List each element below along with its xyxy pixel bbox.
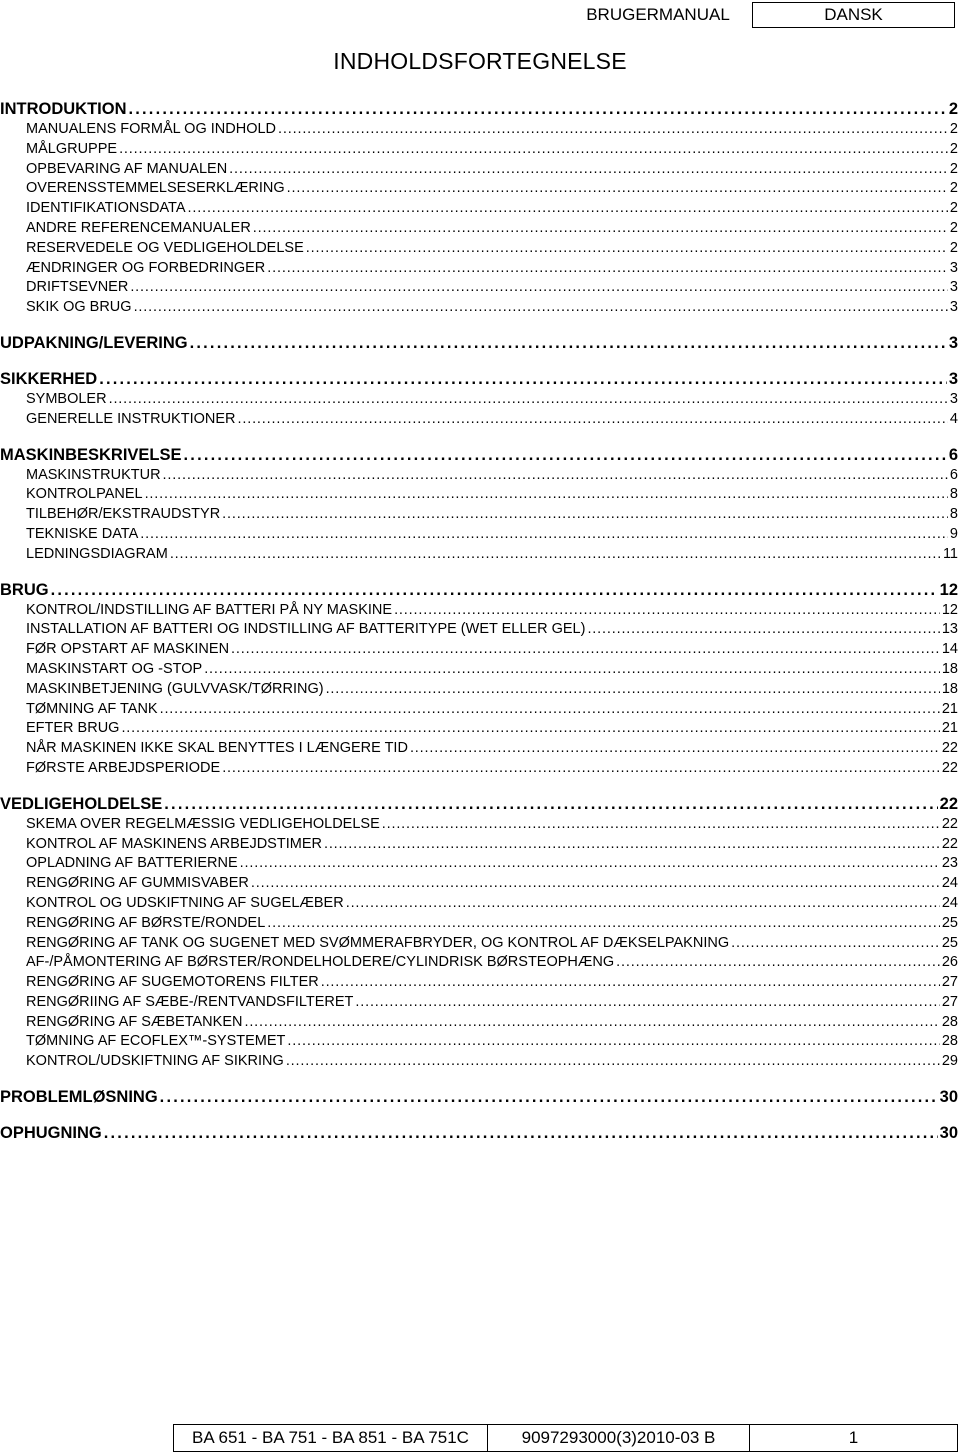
manual-type-label: BRUGERMANUAL [586, 5, 730, 24]
dot-leader [119, 140, 948, 160]
toc-entry-label: FØRSTE ARBEJDSPERIODE [26, 759, 221, 776]
toc-entry-page: 24 [941, 894, 958, 911]
dot-leader [222, 759, 940, 779]
toc-entry-page: 2 [949, 160, 958, 177]
toc-entry-label: INSTALLATION AF BATTERI OG INDSTILLING AF BATTERITYPE (WET ELLER GEL) [26, 621, 586, 638]
toc-section [0, 579, 958, 779]
dot-leader [231, 640, 940, 660]
toc-entry[interactable] [0, 1013, 958, 1033]
footer-doc-number: 9097293000(3)2010-03 B [488, 1425, 750, 1451]
toc-entry-page: 13 [941, 621, 958, 638]
toc-entry-label: NÅR MASKINEN IKKE SKAL BENYTTES I LÆNGERE TID [26, 740, 408, 757]
toc-section-heading-page: 2 [948, 100, 958, 118]
toc-entry[interactable] [0, 179, 958, 199]
toc-entry[interactable] [0, 1032, 958, 1052]
toc-entry[interactable] [0, 1052, 958, 1072]
toc-section-heading[interactable] [0, 98, 958, 120]
toc-entry-page: 26 [941, 954, 958, 971]
toc-entry-label: OPLADNING AF BATTERIERNE [26, 855, 238, 872]
toc-entry[interactable] [0, 410, 958, 430]
toc-entry-label: KONTROL/UDSKIFTNING AF SIKRING [26, 1053, 284, 1070]
toc-entry-label: RENGØRIING AF SÆBE-/RENTVANDSFILTERET [26, 993, 354, 1010]
page-title: INDHOLDSFORTEGNELSE [333, 48, 627, 74]
dot-leader [134, 298, 948, 318]
dot-leader [229, 160, 948, 180]
dot-leader [616, 953, 940, 973]
toc-section-heading-page: 6 [948, 445, 958, 464]
toc-section-heading-page: 3 [948, 369, 958, 388]
toc-entry-label: RENGØRING AF BØRSTE/RONDEL [26, 914, 266, 931]
section-gap [0, 430, 958, 444]
toc-entry[interactable] [0, 505, 958, 525]
toc-entry[interactable] [0, 835, 958, 855]
toc-section [0, 1086, 958, 1108]
toc-entry-label: RESERVEDELE OG VEDLIGEHOLDELSE [26, 239, 304, 256]
toc-entry-label: AF-/PÅMONTERING AF BØRSTER/RONDELHOLDERE/CYLINDRISK BØRSTEOPHÆNG [26, 954, 615, 971]
toc-entry-page: 6 [949, 466, 958, 483]
toc-entry-label: MASKINSTRUKTUR [26, 466, 161, 483]
dot-leader [130, 278, 948, 298]
footer-models: BA 651 - BA 751 - BA 851 - BA 751C [174, 1425, 488, 1451]
toc-entry-page: 25 [941, 934, 958, 951]
toc-entry-label: MANUALENS FORMÅL OG INDHOLD [26, 121, 277, 137]
toc-section-heading-page: 30 [939, 1124, 958, 1143]
toc-entry-page: 3 [949, 390, 958, 407]
dot-leader [267, 259, 948, 279]
toc-entry[interactable] [0, 640, 958, 660]
toc-entry[interactable] [0, 278, 958, 298]
toc-entry-label: SKEMA OVER REGELMÆSSIG VEDLIGEHOLDELSE [26, 815, 380, 832]
toc-entry-page: 3 [949, 259, 958, 276]
toc-entry-label: OVERENSSTEMMELSESERKLÆRING [26, 180, 285, 197]
toc-entry-page: 18 [941, 660, 958, 677]
section-gap [0, 565, 958, 579]
toc-entry-page: 2 [949, 180, 958, 197]
toc-entry[interactable] [0, 390, 958, 410]
table-of-contents [0, 98, 958, 1144]
dot-leader [140, 525, 948, 545]
dot-leader [346, 894, 940, 914]
toc-entry[interactable] [0, 140, 958, 160]
toc-entry-label: GENERELLE INSTRUKTIONER [26, 410, 236, 427]
dot-leader [287, 179, 948, 199]
toc-entry[interactable] [0, 874, 958, 894]
toc-entry-page: 21 [941, 700, 958, 717]
toc-section-heading-label: OPHUGNING [0, 1124, 102, 1143]
toc-section [0, 98, 958, 318]
toc-entry[interactable] [0, 239, 958, 259]
toc-section-heading-label: INTRODUKTION [0, 100, 127, 118]
dot-leader [382, 815, 940, 835]
toc-section-heading-label: PROBLEMLØSNING [0, 1088, 158, 1107]
toc-entry-page: 22 [941, 759, 958, 776]
dot-leader [170, 545, 941, 565]
dot-leader [164, 793, 937, 815]
dot-leader [104, 1122, 938, 1144]
toc-section [0, 332, 958, 354]
toc-entry-page: 4 [949, 410, 958, 427]
toc-entry-page: 18 [941, 680, 958, 697]
toc-entry-label: TEKNISKE DATA [26, 525, 139, 542]
dot-leader [394, 601, 940, 621]
toc-entry-label: RENGØRING AF SÆBETANKEN [26, 1013, 243, 1030]
dot-leader [109, 390, 948, 410]
dot-leader [163, 466, 948, 486]
dot-leader [410, 739, 940, 759]
dot-leader [99, 368, 947, 390]
toc-section-heading-page: 30 [939, 1088, 958, 1107]
toc-section-heading[interactable] [0, 579, 958, 601]
toc-entry-page: 2 [949, 239, 958, 256]
footer [173, 1424, 958, 1452]
toc-entry-label: IDENTIFIKATIONSDATA [26, 200, 186, 217]
toc-entry[interactable] [0, 120, 958, 140]
section-gap [0, 318, 958, 332]
toc-entry[interactable] [0, 973, 958, 993]
toc-entry-page: 21 [941, 720, 958, 737]
toc-entry-page: 28 [941, 1033, 958, 1050]
dot-leader [267, 914, 940, 934]
dot-leader [240, 854, 940, 874]
dot-leader [306, 239, 948, 259]
dot-leader [121, 719, 939, 739]
toc-section-heading-page: 12 [939, 580, 958, 599]
toc-section-heading-label: VEDLIGEHOLDELSE [0, 794, 163, 813]
toc-entry-label: KONTROL/INDSTILLING AF BATTERI PÅ NY MASKINE [26, 601, 393, 618]
toc-entry-label: RENGØRING AF GUMMISVABER [26, 875, 249, 892]
toc-entry[interactable] [0, 219, 958, 239]
toc-entry[interactable] [0, 259, 958, 279]
toc-entry-page: 3 [949, 279, 958, 296]
toc-entry-page: 8 [949, 506, 958, 523]
toc-entry-label: TØMNING AF TANK [26, 700, 158, 717]
toc-entry-label: KONTROLPANEL [26, 486, 143, 503]
dot-leader [587, 620, 939, 640]
toc-entry[interactable] [0, 815, 958, 835]
dot-leader [145, 485, 948, 505]
toc-entry-page: 2 [949, 219, 958, 236]
toc-section-heading-page: 22 [939, 794, 958, 813]
toc-section [0, 793, 958, 1072]
dot-leader [251, 874, 940, 894]
toc-entry-page: 25 [941, 914, 958, 931]
toc-entry-label: RENGØRING AF SUGEMOTORENS FILTER [26, 974, 319, 991]
toc-entry-page: 23 [941, 855, 958, 872]
toc-entry-label: RENGØRING AF TANK OG SUGENET MED SVØMMERAFBRYDER, OG KONTROL AF DÆKSELPAKNING [26, 934, 730, 951]
toc-entry-page: 2 [949, 200, 958, 217]
dot-leader [326, 680, 940, 700]
toc-entry[interactable] [0, 160, 958, 180]
toc-entry-label: SKIK OG BRUG [26, 299, 132, 316]
toc-entry-page: 9 [949, 525, 958, 542]
toc-entry-page: 11 [942, 545, 958, 562]
toc-section-heading-label: UDPAKNING/LEVERING [0, 333, 188, 352]
toc-entry-label: ANDRE REFERENCEMANUALER [26, 219, 251, 236]
dot-leader [204, 660, 940, 680]
toc-section-heading-label: SIKKERHED [0, 369, 98, 388]
toc-entry[interactable] [0, 466, 958, 486]
toc-entry-page: 22 [941, 835, 958, 852]
toc-entry[interactable] [0, 719, 958, 739]
toc-entry-page: 14 [941, 641, 958, 658]
toc-entry-page: 28 [941, 1013, 958, 1030]
toc-entry[interactable] [0, 894, 958, 914]
toc-section-heading[interactable] [0, 793, 958, 815]
toc-entry[interactable] [0, 739, 958, 759]
toc-section-heading[interactable] [0, 1086, 958, 1108]
toc-section [0, 1122, 958, 1144]
toc-entry[interactable] [0, 298, 958, 318]
toc-section-heading-label: MASKINBESKRIVELSE [0, 445, 182, 464]
toc-entry-page: 22 [941, 815, 958, 832]
toc-section [0, 368, 958, 430]
dot-leader [190, 332, 947, 354]
toc-entry[interactable] [0, 759, 958, 779]
language-label: DANSK [752, 2, 955, 28]
toc-entry-page: 8 [949, 486, 958, 503]
dot-leader [160, 700, 940, 720]
dot-leader [222, 505, 948, 525]
toc-section-heading[interactable] [0, 1122, 958, 1144]
toc-section-heading[interactable] [0, 368, 958, 390]
toc-entry[interactable] [0, 545, 958, 565]
footer-page-number: 1 [848, 1428, 859, 1447]
toc-entry-page: 27 [941, 993, 958, 1010]
dot-leader [321, 973, 940, 993]
toc-entry-page: 2 [949, 140, 958, 157]
section-gap [0, 1108, 958, 1122]
toc-entry-label: EFTER BRUG [26, 720, 120, 737]
toc-section-heading[interactable] [0, 332, 958, 354]
dot-leader [160, 1086, 938, 1108]
toc-entry[interactable] [0, 700, 958, 720]
dot-leader [286, 1052, 940, 1072]
toc-section-heading-page: 3 [948, 333, 958, 352]
dot-leader [253, 219, 948, 239]
toc-section [0, 444, 958, 565]
dot-leader [129, 98, 947, 120]
toc-entry-page: 27 [941, 974, 958, 991]
toc-entry[interactable] [0, 660, 958, 680]
toc-entry[interactable] [0, 934, 958, 954]
dot-leader [324, 835, 940, 855]
dot-leader [238, 410, 948, 430]
toc-entry-label: DRIFTSEVNER [26, 279, 129, 296]
toc-section-heading[interactable] [0, 444, 958, 466]
toc-entry[interactable] [0, 993, 958, 1013]
dot-leader [244, 1013, 939, 1033]
toc-entry-label: MASKINSTART OG -STOP [26, 660, 203, 677]
dot-leader [731, 934, 940, 954]
toc-entry-label: KONTROL AF MASKINENS ARBEJDSTIMER [26, 835, 322, 852]
toc-entry[interactable] [0, 953, 958, 973]
toc-entry-label: KONTROL OG UDSKIFTNING AF SUGELÆBER [26, 894, 344, 911]
section-gap [0, 1072, 958, 1086]
dot-leader [188, 199, 948, 219]
toc-entry[interactable] [0, 854, 958, 874]
toc-entry-page: 24 [941, 875, 958, 892]
toc-entry[interactable] [0, 620, 958, 640]
toc-entry-page: 2 [949, 121, 958, 137]
toc-entry-label: MASKINBETJENING (GULVVASK/TØRRING) [26, 680, 324, 697]
dot-leader [287, 1032, 939, 1052]
toc-entry-label: TØMNING AF ECOFLEX™-SYSTEMET [26, 1033, 286, 1050]
toc-section-heading-label: BRUG [0, 580, 49, 599]
toc-entry-page: 22 [941, 740, 958, 757]
toc-entry[interactable] [0, 601, 958, 621]
section-gap [0, 354, 958, 368]
dot-leader [51, 579, 938, 601]
toc-entry-label: MÅLGRUPPE [26, 140, 118, 157]
toc-entry-label: SYMBOLER [26, 390, 107, 407]
toc-entry-label: FØR OPSTART AF MASKINEN [26, 641, 230, 658]
dot-leader [184, 444, 947, 466]
toc-entry-page: 29 [941, 1053, 958, 1070]
section-gap [0, 779, 958, 793]
toc-entry[interactable] [0, 199, 958, 219]
dot-leader [355, 993, 939, 1013]
toc-entry[interactable] [0, 485, 958, 505]
toc-entry-label: LEDNINGSDIAGRAM [26, 545, 168, 562]
dot-leader [278, 120, 948, 140]
toc-entry[interactable] [0, 680, 958, 700]
toc-entry-label: OPBEVARING AF MANUALEN [26, 160, 228, 177]
toc-entry-page: 12 [941, 601, 958, 618]
toc-entry-label: TILBEHØR/EKSTRAUDSTYR [26, 506, 221, 523]
toc-entry-label: ÆNDRINGER OG FORBEDRINGER [26, 259, 266, 276]
toc-entry-page: 3 [949, 299, 958, 316]
toc-entry[interactable] [0, 914, 958, 934]
toc-entry[interactable] [0, 525, 958, 545]
